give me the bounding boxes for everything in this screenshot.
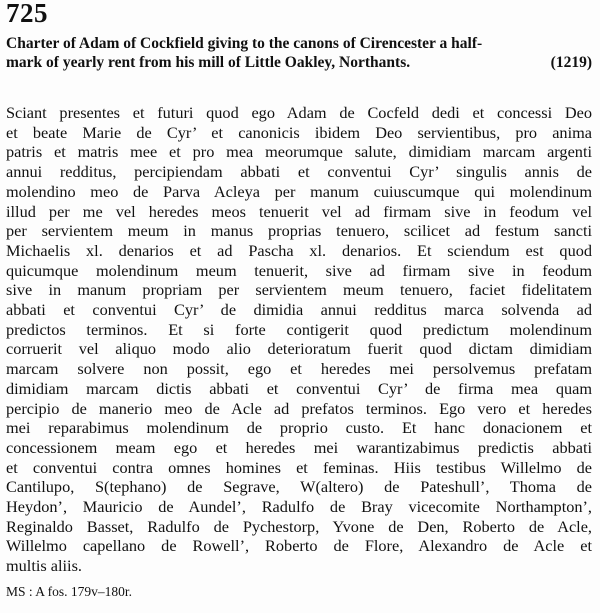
text-line: annui redditus, percipiendam abbati et conventui Cyr’ singulis annis de: [6, 162, 592, 182]
text-line: molendino meo de Parva Acleya per manum cuiuscumque qui molendinum: [6, 181, 592, 201]
text-line: dimidiam marcam dictis abbati et conventui Cyr’ de firma mea quam: [6, 378, 592, 398]
text-line: mei reparabimus molendinum de proprio custo. Et hanc donacionem et: [6, 418, 592, 438]
text-line: percipio de manerio meo de Acle ad prefatos terminos. Ego vero et heredes: [6, 398, 592, 418]
document-number: 725: [6, 0, 48, 28]
text-line: Sciant presentes et futuri quod ego Adam de Cocfeld dedi et concessi Deo: [6, 103, 592, 122]
text-line: Michaelis xl. denarios et ad Pascha xl. denarios. Et sciendum est quod: [6, 240, 592, 260]
text-line: multis aliis.: [6, 556, 82, 576]
text-line: Willelmo capellano de Rowell’, Roberto de Flore, Alexandro de Acle et: [6, 536, 592, 556]
text-line: Reginaldo Basset, Radulfo de Pychestorp, Yvone de Den, Roberto de Acle,: [6, 516, 592, 536]
text-line: patris et matris mee et pro mea meorumque salute, dimidiam marcam argenti: [6, 142, 592, 162]
text-line: Heydon’, Mauricio de Aundel’, Radulfo de Bray vicecomite Northampton’,: [6, 497, 592, 517]
charter-heading: [6, 35, 594, 72]
heading-line: mark of yearly rent from his mill of Little Oakley, Northants.: [6, 53, 411, 71]
text-line: et conventui contra omnes homines et feminas. Hiis testibus Willelmo de: [6, 457, 592, 477]
text-line: et beate Marie de Cyr’ et canonicis ibidem Deo servientibus, pro anima: [6, 122, 592, 142]
text-line: per servientem meum in manus proprias tenuero, scilicet ad festum sancti: [6, 221, 592, 241]
heading-line: Charter of Adam of Cockfield giving to the canons of Cirencester a half-: [6, 35, 483, 52]
text-line: quicumque molendinum meum tenuerit, sive ad firmam sive in feodum: [6, 260, 592, 280]
text-line: Cantilupo, S(tephano) de Segrave, W(altero) de Pateshull’, Thoma de: [6, 477, 592, 497]
text-line: sive in manum propriam per servientem meum tenuero, faciet fidelitatem: [6, 280, 592, 300]
charter-date: (1219): [550, 53, 592, 71]
text-line: corruerit vel aliquo modo alio deterioratum fuerit quod dictam dimidiam: [6, 339, 592, 359]
text-line: predictos terminos. Et si forte contigerit quod predictum molendinum: [6, 319, 592, 339]
text-line: concessionem meam ego et heredes mei warantizabimus predictis abbati: [6, 437, 592, 457]
text-line: illud per me vel heredes meos tenuerit vel ad firmam sive in feodum vel: [6, 201, 592, 221]
charter-text: [6, 103, 596, 576]
text-line: abbati et conventui Cyr’ de dimidia annui redditus marca solvenda ad: [6, 300, 592, 320]
manuscript-reference: MS : A fos. 179v–180r.: [6, 584, 133, 599]
text-line: marcam solvere non possit, ego et heredes mei persolvemus prefatam: [6, 359, 592, 379]
